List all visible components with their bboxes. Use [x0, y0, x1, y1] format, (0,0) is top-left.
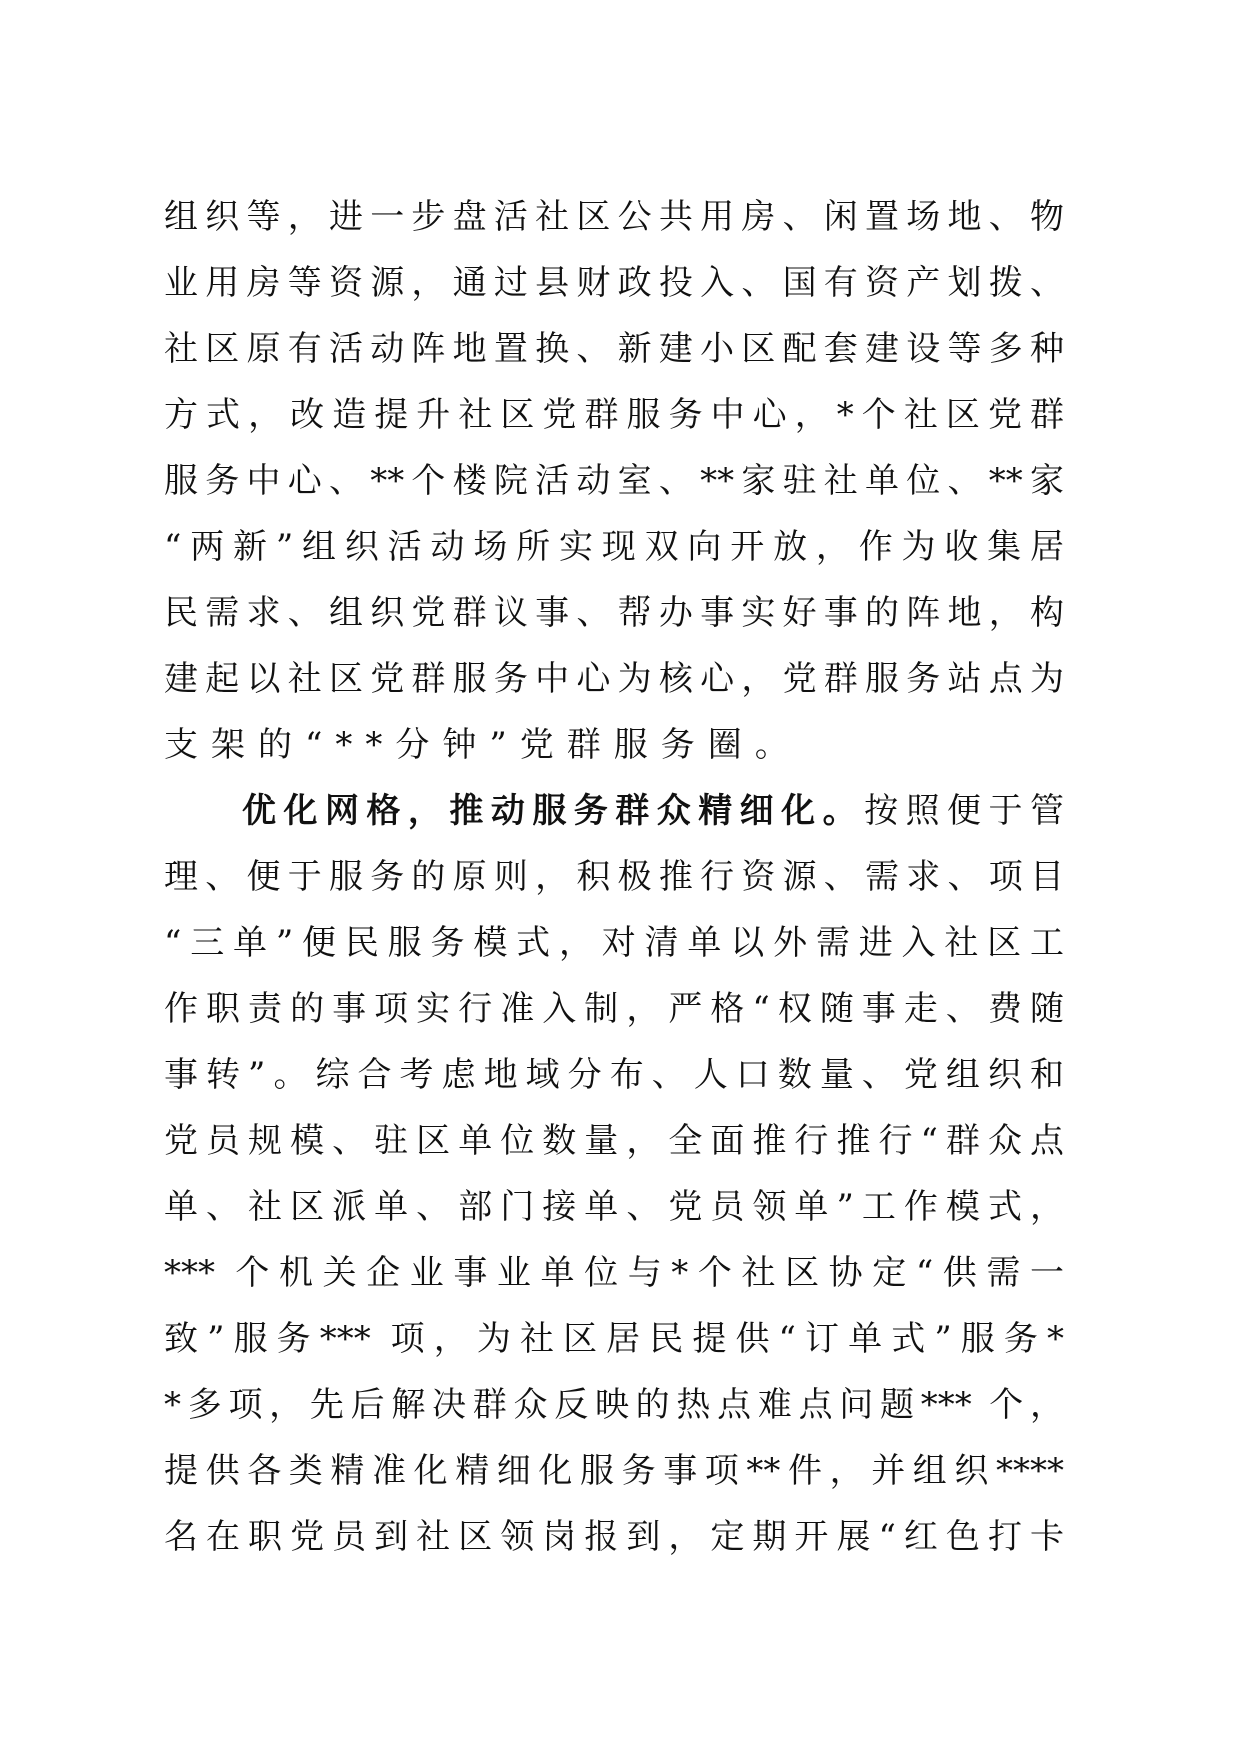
text-line: 理、便于服务的原则，积极推行资源、需求、项目 [164, 857, 1064, 897]
text-line: 单、社区派单、部门接单、党员领单”工作模式， [164, 1187, 1064, 1227]
text-line: 名在职党员到社区领岗报到，定期开展“红色打卡 [164, 1517, 1064, 1557]
section-heading: 优化网格，推动服务群众精细化。 [242, 791, 865, 831]
text-line: 事转”。综合考虑地域分布、人口数量、党组织和 [164, 1055, 1064, 1095]
text-line: “三单”便民服务模式，对清单以外需进入社区工 [164, 923, 1064, 963]
paragraph-heading-line [164, 778, 1064, 844]
text-line: 组织等，进一步盘活社区公共用房、闲置场地、物 [164, 197, 1064, 237]
text-line: “两新”组织活动场所实现双向开放，作为收集居 [164, 527, 1064, 567]
text-line: 党员规模、驻区单位数量，全面推行推行“群众点 [164, 1121, 1064, 1161]
text-line: 社区原有活动阵地置换、新建小区配套建设等多种 [164, 329, 1064, 369]
text-line: *** 个机关企业事业单位与*个社区协定“供需一 [164, 1253, 1064, 1293]
paragraph-1 [164, 184, 1064, 778]
text-line: 民需求、组织党群议事、帮办事实好事的阵地，构 [164, 593, 1064, 633]
text-line: 支架的“**分钟”党群服务圈。 [164, 725, 802, 765]
text-line: 业用房等资源，通过县财政投入、国有资产划拨、 [164, 263, 1064, 303]
text-line: 作职责的事项实行准入制，严格“权随事走、费随 [164, 989, 1064, 1029]
text-line: 方式，改造提升社区党群服务中心，*个社区党群 [164, 395, 1064, 435]
document-body [164, 184, 1064, 1570]
paragraph-2 [164, 778, 1064, 1570]
heading-line-text: 按照便于管 [864, 791, 1064, 831]
text-line: 服务中心、**个楼院活动室、**家驻社单位、**家 [164, 461, 1064, 501]
text-line: *多项，先后解决群众反映的热点难点问题*** 个， [164, 1385, 1064, 1425]
text-line: 致”服务*** 项，为社区居民提供“订单式”服务* [164, 1319, 1064, 1359]
text-line: 建起以社区党群服务中心为核心，党群服务站点为 [164, 659, 1064, 699]
text-line: 提供各类精准化精细化服务事项**件，并组织**** [164, 1451, 1064, 1491]
